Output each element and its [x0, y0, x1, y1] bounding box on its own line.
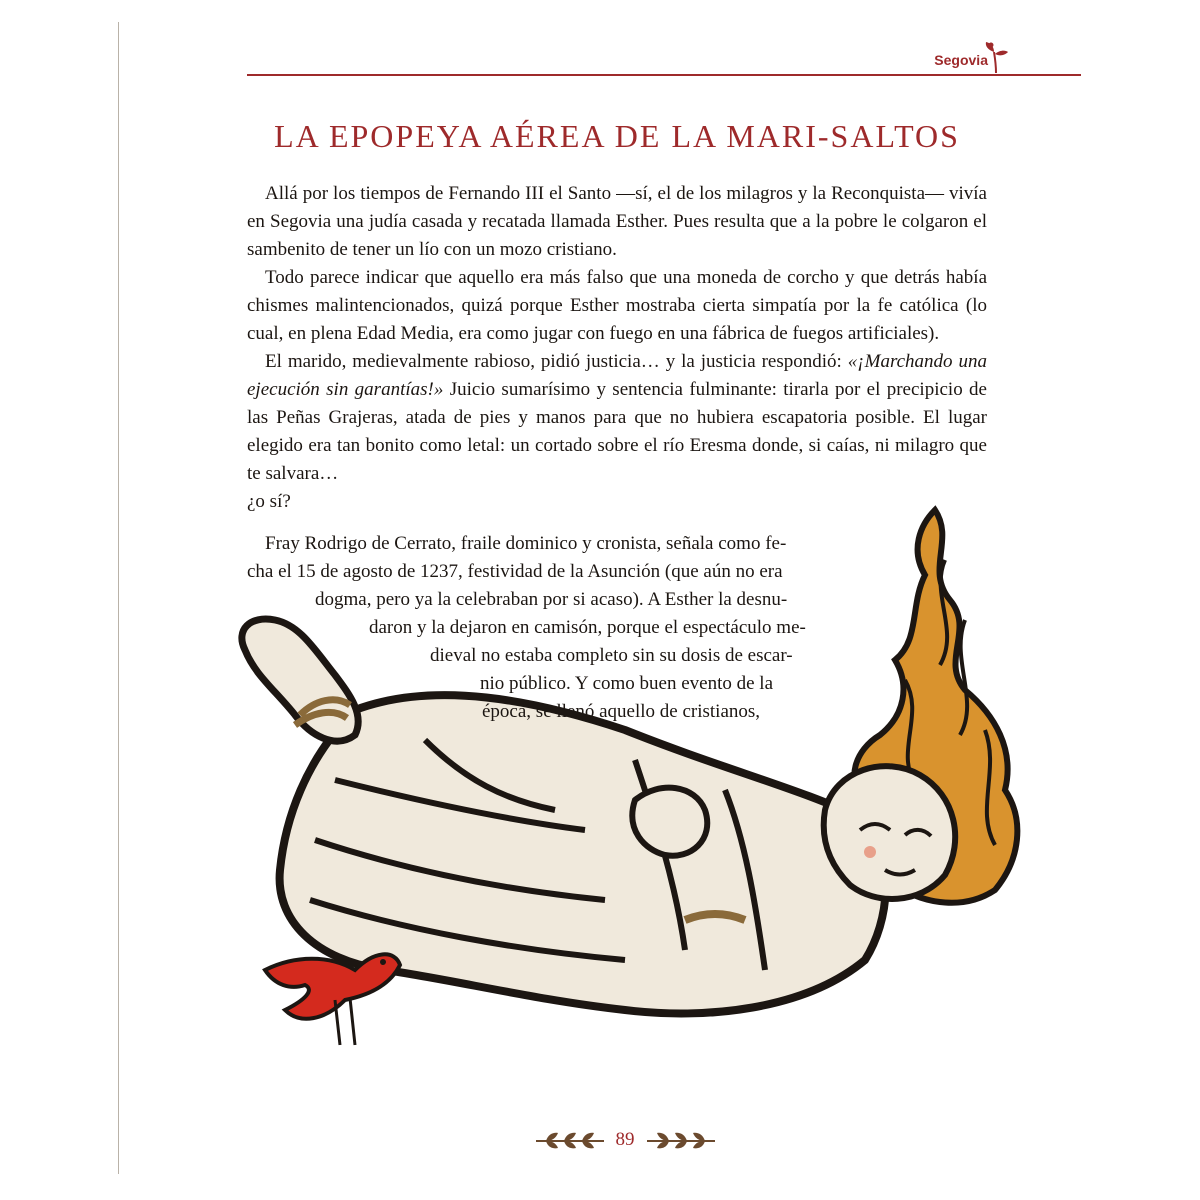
paragraph-4-line: época, se llenó aquello de cristianos, [482, 701, 761, 722]
laurel-sprig-right-icon [645, 1129, 717, 1151]
laurel-sprig-left-icon [534, 1129, 606, 1151]
paragraph-4-line: Fray Rodrigo de Cerrato, fraile dominico y cronista, señala como fe- [265, 533, 787, 554]
page-footer [530, 1125, 720, 1155]
paragraph-2: Todo parece indicar que aquello era más falso que una moneda de corcho y que detrás había chismes malintencionados, quizá porque Esther mostraba cierta simpatía por la fe católica (lo cual, en plena Edad Media, era como jugar con fuego en una fábrica de fuegos artificiales). [247, 267, 987, 344]
paragraph-4-line: dieval no estaba completo sin su dosis de escar- [430, 645, 793, 666]
paragraph-4-line: dogma, pero ya la celebraban por si acaso). A Esther la desnu- [315, 589, 788, 610]
paragraph-3-quote: «¡Marchando una ejecución sin garantías!» [247, 351, 987, 400]
paragraph-4-shaped [247, 530, 887, 726]
article-body [247, 180, 987, 516]
paragraph-4-line: cha el 15 de agosto de 1237, festividad de la Asunción (que aún no era [247, 561, 783, 582]
paragraph-4-line: nio público. Y como buen evento de la [480, 673, 774, 694]
running-head: Segovia [934, 52, 988, 68]
header-rule [247, 74, 1081, 76]
page-gutter-line [118, 22, 119, 1174]
red-bird [265, 954, 400, 1018]
paragraph-4-line: daron y la dejaron en camisón, porque el espectáculo me- [369, 617, 806, 638]
sprout-icon [982, 40, 1010, 74]
paragraph-3 [247, 348, 987, 488]
paragraph-1: Allá por los tiempos de Fernando III el Santo —sí, el de los milagros y la Reconquista— vivía en Segovia una judía casada y recatada llamada Esther. Pues resulta que a la pobre le colgaron el sambenito de tener un lío con un mozo cristiano. [247, 183, 987, 260]
paragraph-3-tail: ¿o sí? [247, 491, 291, 512]
bound-hands [632, 788, 707, 856]
page-number: 89 [615, 1129, 635, 1150]
paragraph-3-intro: El marido, medievalmente rabioso, pidió justicia… y la justicia respondió: [265, 351, 848, 372]
head [824, 766, 955, 899]
article-title: LA EPOPEYA AÉREA DE LA MARI-SALTOS [274, 118, 960, 154]
paragraph-3-rest: Juicio sumarísimo y sentencia fulminante: tirarla por el precipicio de las Peñas Grajeras, atada de pies y manos para que no hubiera escapatoria posible. El lugar elegido era tan bonito como letal: un cortado sobre el río Eresma donde, si caías, ni milagro que te salvara… [247, 379, 987, 484]
